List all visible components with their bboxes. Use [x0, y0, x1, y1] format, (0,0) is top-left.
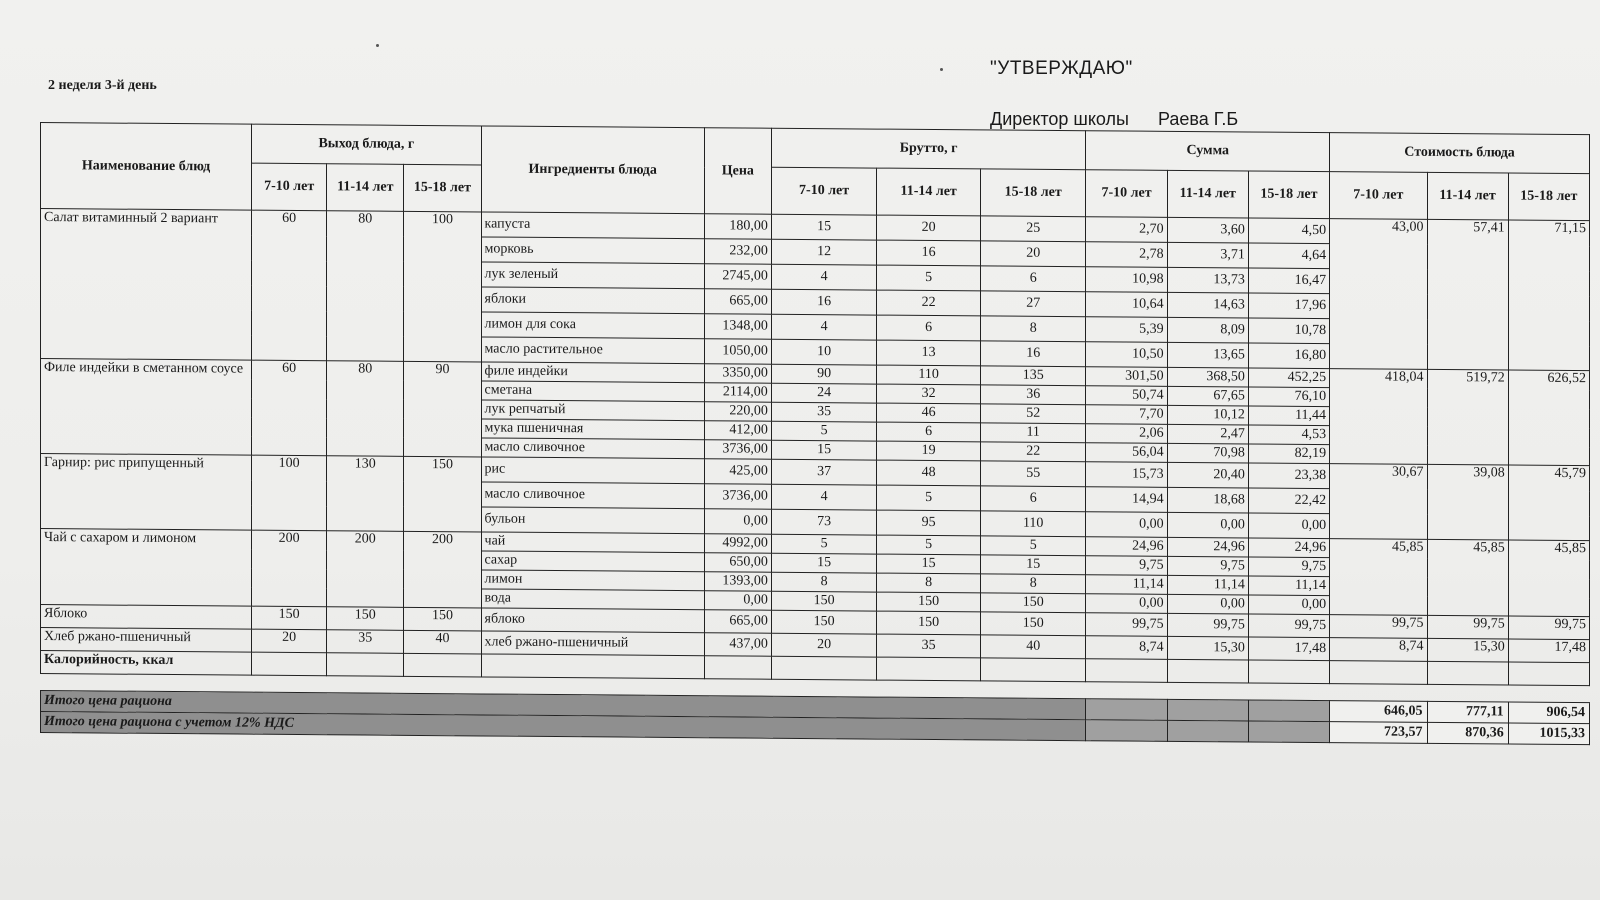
dish-output: 150	[252, 606, 327, 630]
dish-cost: 418,04	[1330, 369, 1427, 465]
ingredient-sum: 2,06	[1086, 424, 1167, 444]
ingredient-price: 220,00	[704, 402, 771, 422]
ingredient-gross: 150	[771, 610, 877, 634]
menu-table	[40, 122, 1590, 745]
ingredient-name: бульон	[481, 507, 704, 534]
ingredient-sum: 10,12	[1167, 405, 1248, 425]
total-value: 870,36	[1427, 722, 1508, 744]
ingredient-price: 1348,00	[704, 314, 771, 340]
ingredient-sum: 10,98	[1086, 267, 1167, 293]
ingredient-price: 425,00	[704, 459, 771, 485]
director-title: Директор школы	[990, 109, 1129, 129]
ingredient-gross: 22	[980, 442, 1086, 462]
ingredient-gross: 10	[771, 339, 877, 365]
ingredient-price: 3736,00	[704, 440, 771, 460]
dish-cost: 39,08	[1427, 464, 1508, 540]
ingredient-name: лук репчатый	[481, 400, 704, 421]
shaded-cell	[1248, 700, 1329, 722]
ingredient-name: капуста	[481, 212, 704, 239]
ingredient-gross: 40	[980, 635, 1086, 659]
ingredient-sum: 13,73	[1167, 267, 1248, 293]
dish-output: 35	[327, 630, 404, 654]
ingredient-gross: 135	[980, 366, 1086, 386]
total-label: Итого цена рациона	[41, 691, 1086, 720]
ingredient-sum: 18,68	[1167, 487, 1248, 513]
dish-cost: 45,85	[1508, 540, 1589, 617]
ingredient-gross: 150	[980, 612, 1086, 636]
ingredient-gross: 150	[877, 611, 981, 635]
ingredient-sum: 15,73	[1086, 462, 1167, 488]
dish-cost: 57,41	[1427, 219, 1508, 370]
empty-cell	[1427, 661, 1508, 685]
dish-cost: 519,72	[1427, 369, 1508, 465]
empty-cell	[1086, 659, 1167, 683]
ingredient-sum: 10,78	[1248, 318, 1329, 344]
menu-body	[41, 209, 1590, 686]
ingredient-sum: 24,96	[1167, 537, 1248, 557]
col-sum: Сумма	[1086, 131, 1330, 172]
dish-output: 100	[252, 455, 327, 531]
ingredient-gross: 110	[877, 365, 981, 385]
ingredient-gross: 5	[771, 534, 877, 554]
dish-output: 150	[404, 607, 481, 631]
ingredient-price: 2114,00	[704, 383, 771, 403]
col-cost: Стоимость блюда	[1330, 133, 1590, 174]
ingredient-gross: 4	[771, 264, 877, 290]
ingredient-sum: 2,47	[1167, 424, 1248, 444]
ingredient-sum: 11,14	[1086, 575, 1167, 595]
age-11-14: 11-14 лет	[327, 164, 404, 212]
ingredient-gross: 13	[877, 340, 981, 366]
dish-output: 60	[252, 210, 327, 361]
empty-cell	[481, 654, 704, 679]
ingredient-name: лимон для сока	[481, 312, 704, 339]
ingredient-name: яблоки	[481, 287, 704, 314]
dish-cost: 15,30	[1427, 638, 1508, 662]
ingredient-sum: 2,78	[1086, 242, 1167, 268]
dish-name: Яблоко	[41, 605, 252, 630]
ingredient-sum: 7,70	[1086, 405, 1167, 425]
ingredient-sum: 15,30	[1167, 636, 1248, 660]
dish-cost: 8,74	[1330, 638, 1427, 662]
ingredient-price: 232,00	[704, 239, 771, 265]
ingredient-gross: 4	[771, 314, 877, 340]
ingredient-price: 0,00	[704, 509, 771, 535]
dish-cost: 45,85	[1427, 539, 1508, 616]
ingredient-sum: 8,74	[1086, 636, 1167, 660]
ingredient-sum: 50,74	[1086, 386, 1167, 406]
ingredient-name: вода	[481, 589, 704, 610]
empty-cell	[1330, 661, 1427, 685]
ingredient-sum: 22,42	[1248, 488, 1329, 514]
total-value: 906,54	[1508, 702, 1589, 724]
ingredient-gross: 73	[771, 509, 877, 535]
ingredient-price: 650,00	[704, 553, 771, 573]
ingredient-sum: 2,70	[1086, 217, 1167, 243]
total-value: 646,05	[1330, 701, 1427, 723]
empty-cell	[1167, 659, 1248, 683]
ingredient-gross: 22	[877, 290, 981, 316]
dish-output: 100	[404, 211, 481, 362]
ingredient-gross: 15	[771, 553, 877, 573]
ingredient-gross: 8	[771, 572, 877, 592]
ingredient-gross: 20	[980, 241, 1086, 267]
dish-cost: 45,85	[1330, 539, 1427, 616]
dish-output: 130	[327, 456, 404, 532]
ingredient-price: 3350,00	[704, 364, 771, 384]
dish-cost: 99,75	[1330, 615, 1427, 639]
dish-name: Филе индейки в сметанном соусе	[41, 359, 252, 456]
shaded-cell	[1248, 721, 1329, 743]
ingredient-sum: 99,75	[1086, 613, 1167, 637]
ingredient-sum: 301,50	[1086, 367, 1167, 387]
ingredient-name: лук зеленый	[481, 262, 704, 289]
empty-cell	[704, 656, 771, 680]
dish-output: 90	[404, 361, 481, 457]
ingredient-sum: 5,39	[1086, 317, 1167, 343]
dish-name: Гарнир: рис припущенный	[41, 454, 252, 531]
director-name: Раева Г.Б	[1158, 109, 1239, 129]
ingredient-gross: 55	[980, 461, 1086, 487]
shaded-cell	[1086, 720, 1167, 742]
dish-output: 150	[327, 607, 404, 631]
dish-cost: 99,75	[1508, 616, 1589, 640]
ingredient-name: морковь	[481, 237, 704, 264]
dish-cost: 71,15	[1508, 220, 1589, 371]
ingredient-sum: 10,50	[1086, 342, 1167, 368]
empty-cell	[252, 652, 327, 676]
shaded-cell	[1086, 699, 1167, 721]
age-7-10: 7-10 лет	[252, 163, 327, 211]
ingredient-gross: 52	[980, 404, 1086, 424]
ingredient-name: сметана	[481, 381, 704, 402]
dish-output: 80	[327, 361, 404, 457]
ingredient-price: 2745,00	[704, 264, 771, 290]
dish-output: 200	[327, 531, 404, 608]
ingredient-gross: 15	[877, 554, 981, 574]
ingredient-gross: 5	[877, 485, 981, 511]
total-label: Итого цена рациона с учетом 12% НДС	[41, 712, 1086, 741]
director-line	[990, 109, 1238, 130]
ingredient-sum: 16,80	[1248, 343, 1329, 369]
ingredient-gross: 35	[877, 634, 981, 658]
ingredient-gross: 6	[877, 315, 981, 341]
ingredient-price: 0,00	[704, 591, 771, 611]
age-7-10: 7-10 лет	[771, 167, 877, 215]
calories-label: Калорийность, ккал	[41, 651, 252, 676]
dish-output: 200	[252, 530, 327, 607]
ingredient-sum: 24,96	[1248, 538, 1329, 558]
ingredient-name: филе индейки	[481, 362, 704, 383]
ingredient-sum: 11,14	[1167, 575, 1248, 595]
ingredient-sum: 76,10	[1248, 387, 1329, 407]
ingredient-gross: 46	[877, 403, 981, 423]
ingredient-sum: 14,94	[1086, 487, 1167, 513]
ingredient-sum: 0,00	[1248, 595, 1329, 615]
ingredient-price: 1393,00	[704, 572, 771, 592]
ingredient-name: масло сливочное	[481, 438, 704, 459]
paper-speck	[940, 68, 943, 71]
ingredient-sum: 9,75	[1248, 557, 1329, 577]
ingredient-name: яблоко	[481, 608, 704, 633]
ingredient-gross: 48	[877, 460, 981, 486]
ingredient-gross: 15	[771, 440, 877, 460]
dish-cost: 626,52	[1508, 370, 1589, 466]
ingredient-sum: 99,75	[1248, 614, 1329, 638]
col-gross: Брутто, г	[771, 128, 1086, 169]
ingredient-gross: 90	[771, 364, 877, 384]
ingredient-gross: 5	[980, 536, 1086, 556]
ingredient-sum: 3,60	[1167, 217, 1248, 243]
empty-cell	[980, 658, 1086, 682]
age-15-18: 15-18 лет	[1248, 171, 1329, 219]
ingredient-gross: 12	[771, 239, 877, 265]
ingredient-sum: 16,47	[1248, 268, 1329, 294]
empty-cell	[327, 653, 404, 677]
ingredient-sum: 24,96	[1086, 537, 1167, 557]
ingredient-gross: 37	[771, 459, 877, 485]
ingredient-sum: 11,14	[1248, 576, 1329, 596]
ingredient-gross: 11	[980, 423, 1086, 443]
ingredient-gross: 35	[771, 402, 877, 422]
ingredient-sum: 4,64	[1248, 243, 1329, 269]
ingredient-gross: 16	[980, 341, 1086, 367]
ingredient-name: мука пшеничная	[481, 419, 704, 440]
dish-cost: 30,67	[1330, 464, 1427, 540]
shaded-cell	[1167, 720, 1248, 742]
ingredient-sum: 14,63	[1167, 292, 1248, 318]
ingredient-sum: 0,00	[1167, 512, 1248, 538]
total-value: 723,57	[1330, 722, 1427, 744]
empty-cell	[404, 653, 481, 677]
ingredient-price: 437,00	[704, 633, 771, 657]
dish-output: 200	[404, 531, 481, 608]
ingredient-sum: 11,44	[1248, 406, 1329, 426]
dish-output: 80	[327, 211, 404, 362]
age-15-18: 15-18 лет	[404, 164, 481, 212]
dish-output: 60	[252, 360, 327, 456]
ingredient-name: чай	[481, 532, 704, 553]
approval-stamp-text: "УТВЕРЖДАЮ"	[990, 58, 1133, 79]
age-7-10: 7-10 лет	[1330, 172, 1427, 220]
total-value: 1015,33	[1508, 723, 1589, 745]
ingredient-sum: 56,04	[1086, 443, 1167, 463]
ingredient-sum: 0,00	[1086, 512, 1167, 538]
ingredient-sum: 17,96	[1248, 293, 1329, 319]
ingredient-sum: 10,64	[1086, 292, 1167, 318]
ingredient-gross: 6	[980, 266, 1086, 292]
ingredient-gross: 95	[877, 510, 981, 536]
ingredient-gross: 15	[771, 214, 877, 240]
ingredient-gross: 15	[980, 555, 1086, 575]
ingredient-sum: 70,98	[1167, 443, 1248, 463]
total-value: 777,11	[1427, 701, 1508, 723]
ingredient-gross: 150	[771, 591, 877, 611]
ingredient-gross: 150	[877, 592, 981, 612]
ingredient-sum: 82,19	[1248, 444, 1329, 464]
dish-name: Хлеб ржано-пшеничный	[41, 628, 252, 653]
empty-cell	[1248, 660, 1329, 684]
col-output: Выход блюда, г	[252, 124, 481, 165]
ingredient-sum: 9,75	[1086, 556, 1167, 576]
ingredient-gross: 19	[877, 441, 981, 461]
ingredient-gross: 32	[877, 384, 981, 404]
ingredient-sum: 99,75	[1167, 613, 1248, 637]
day-label: 2 неделя 3-й день	[48, 78, 157, 93]
ingredient-sum: 20,40	[1167, 462, 1248, 488]
empty-cell	[1508, 662, 1589, 686]
ingredient-gross: 8	[980, 316, 1086, 342]
paper-speck	[376, 44, 379, 47]
ingredient-gross: 5	[771, 421, 877, 441]
col-ingredients: Ингредиенты блюда	[481, 126, 704, 214]
ingredient-gross: 8	[877, 573, 981, 593]
ingredient-price: 665,00	[704, 289, 771, 315]
ingredient-gross: 16	[771, 289, 877, 315]
dish-cost: 17,48	[1508, 639, 1589, 663]
ingredient-gross: 6	[877, 422, 981, 442]
ingredient-gross: 110	[980, 511, 1086, 537]
ingredient-price: 180,00	[704, 214, 771, 240]
ingredient-gross: 24	[771, 383, 877, 403]
totals-body	[41, 674, 1590, 745]
dish-name: Салат витаминный 2 вариант	[41, 209, 252, 361]
col-price: Цена	[704, 128, 771, 215]
ingredient-name: сахар	[481, 551, 704, 572]
ingredient-sum: 13,65	[1167, 342, 1248, 368]
ingredient-sum: 67,65	[1167, 386, 1248, 406]
ingredient-name: хлеб ржано-пшеничный	[481, 631, 704, 656]
ingredient-gross: 20	[877, 215, 981, 241]
ingredient-price: 4992,00	[704, 534, 771, 554]
ingredient-gross: 25	[980, 216, 1086, 242]
ingredient-gross: 36	[980, 385, 1086, 405]
ingredient-sum: 0,00	[1086, 594, 1167, 614]
ingredient-name: масло растительное	[481, 337, 704, 364]
ingredient-sum: 3,71	[1167, 242, 1248, 268]
ingredient-gross: 4	[771, 484, 877, 510]
ingredient-gross: 8	[980, 574, 1086, 594]
shaded-cell	[1167, 699, 1248, 721]
dish-output: 150	[404, 456, 481, 532]
ingredient-name: рис	[481, 457, 704, 484]
dish-output: 40	[404, 630, 481, 654]
ingredient-sum: 9,75	[1167, 556, 1248, 576]
ingredient-price: 665,00	[704, 610, 771, 634]
ingredient-sum: 8,09	[1167, 317, 1248, 343]
empty-cell	[771, 656, 877, 680]
ingredient-sum: 368,50	[1167, 367, 1248, 387]
ingredient-gross: 6	[980, 486, 1086, 512]
col-dish-name: Наименование блюд	[41, 123, 252, 211]
dish-cost: 99,75	[1427, 615, 1508, 639]
ingredient-sum: 452,25	[1248, 368, 1329, 388]
ingredient-price: 412,00	[704, 421, 771, 441]
age-11-14: 11-14 лет	[1427, 172, 1508, 220]
ingredient-sum: 4,50	[1248, 218, 1329, 244]
dish-cost: 45,79	[1508, 465, 1589, 541]
ingredient-gross: 20	[771, 633, 877, 657]
ingredient-sum: 0,00	[1167, 594, 1248, 614]
empty-cell	[877, 657, 981, 681]
ingredient-price: 3736,00	[704, 484, 771, 510]
age-11-14: 11-14 лет	[1167, 170, 1248, 218]
ingredient-gross: 5	[877, 535, 981, 555]
age-15-18: 15-18 лет	[1508, 173, 1589, 221]
ingredient-sum: 17,48	[1248, 637, 1329, 661]
ingredient-name: лимон	[481, 570, 704, 591]
ingredient-sum: 23,38	[1248, 463, 1329, 489]
age-15-18: 15-18 лет	[980, 169, 1086, 217]
ingredient-sum: 0,00	[1248, 513, 1329, 539]
dish-output: 20	[252, 629, 327, 653]
ingredient-price: 1050,00	[704, 339, 771, 365]
ingredient-name: масло сливочное	[481, 482, 704, 509]
ingredient-sum: 4,53	[1248, 425, 1329, 445]
ingredient-gross: 5	[877, 265, 981, 291]
dish-name: Чай с сахаром и лимоном	[41, 529, 252, 607]
ingredient-gross: 27	[980, 291, 1086, 317]
age-7-10: 7-10 лет	[1086, 170, 1167, 218]
dish-cost: 43,00	[1330, 219, 1427, 370]
ingredient-gross: 150	[980, 593, 1086, 613]
ingredient-gross: 16	[877, 240, 981, 266]
age-11-14: 11-14 лет	[877, 168, 981, 216]
